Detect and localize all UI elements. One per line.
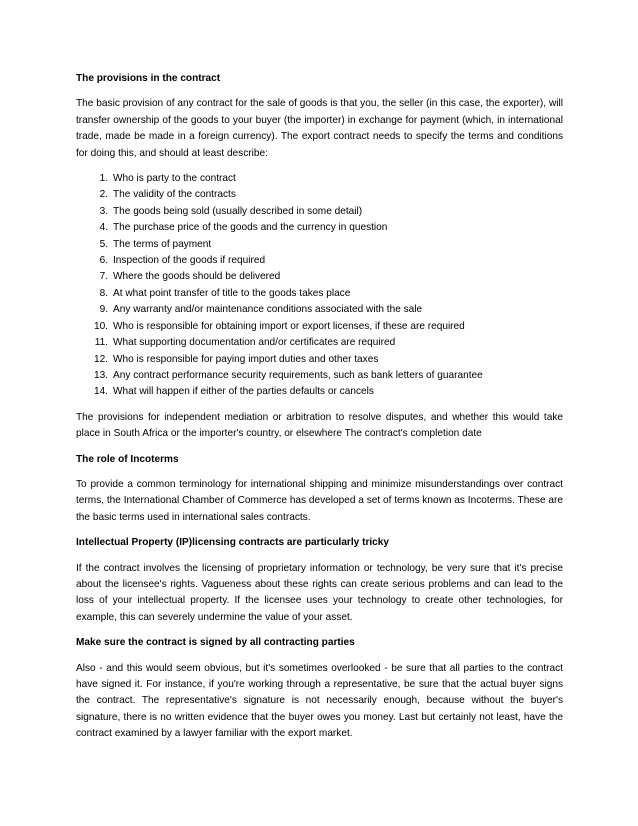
provisions-intro: The basic provision of any contract for the sale of goods is that you, the seller (in this case, the exporter), will transfer ownership of the goods to your buyer (the importer) in exchange for payment (which, in international trade, made be made in a foreign currency). The export contract needs to specify the terms and conditions for doing this, and should at least describe: <box>76 98 563 159</box>
list-item-text: Inspection of the goods if required <box>113 255 266 267</box>
ip-body: If the contract involves the licensing of proprietary information or technology, be very sure that it's precise about the licensee's rights. Vagueness about these rights can create serious problems and can lead to the loss of your intellectual property. If the licensee uses your technology to create other technologies, for example, this can severely undermine the value of your asset. <box>76 562 563 623</box>
ip-heading: Intellectual Property (IP)licensing contracts are particularly tricky <box>76 537 390 549</box>
list-item <box>76 237 563 253</box>
list-item-number: 7. <box>99 271 108 283</box>
list-item <box>76 187 563 203</box>
list-item-number: 1. <box>99 173 108 185</box>
list-item-number: 8. <box>99 287 108 299</box>
list-item-text: What will happen if either of the parties defaults or cancels <box>113 386 374 398</box>
list-item-text: Who is responsible for paying import duties and other taxes <box>113 353 379 365</box>
list-item-number: 10. <box>93 320 108 332</box>
list-item-text: Any warranty and/or maintenance conditions associated with the sale <box>113 304 423 316</box>
list-item <box>76 220 563 236</box>
list-item-text: Any contract performance security requirements, such as bank letters of guarantee <box>113 369 483 381</box>
list-item-text: The goods being sold (usually described in some detail) <box>113 205 363 217</box>
list-item-number: 11. <box>94 337 108 349</box>
signed-body: Also - and this would seem obvious, but it's sometimes overlooked - be sure that all parties to the contract have signed it. For instance, if you're working through a representative, be sure that the actual buyer signs the contract. The representative's signature is not necessarily enough, because without the buyer's signature, there is no written evidence that the buyer owes you money. Last but certainly not least, have the contract examined by a lawyer familiar with the export market. <box>76 662 563 740</box>
incoterms-body: To provide a common terminology for international shipping and minimize misunderstandings over contract terms, the International Chamber of Commerce has developed a set of terms known as Incoterms. These are the basic terms used in international sales contracts. <box>76 478 563 523</box>
list-item <box>76 352 563 368</box>
list-item-number: 3. <box>99 205 108 217</box>
list-item <box>76 302 563 318</box>
list-item-number: 12. <box>93 353 108 365</box>
list-item <box>76 368 563 384</box>
list-item-text: At what point transfer of title to the goods takes place <box>113 287 351 299</box>
list-item <box>76 335 563 351</box>
document-page <box>76 71 563 752</box>
list-item-number: 14. <box>93 386 108 398</box>
list-item <box>76 319 563 335</box>
list-item <box>76 269 563 285</box>
list-item <box>76 204 563 220</box>
list-item-number: 6. <box>99 255 108 267</box>
list-item <box>76 384 563 400</box>
signed-heading: Make sure the contract is signed by all contracting parties <box>76 637 355 649</box>
list-item-text: The purchase price of the goods and the currency in question <box>113 222 388 234</box>
list-item-text: Who is responsible for obtaining import or export licenses, if these are required <box>113 320 465 332</box>
list-item-number: 13. <box>93 369 108 381</box>
list-item-text: Where the goods should be delivered <box>113 271 281 283</box>
list-item <box>76 171 563 187</box>
list-item-text: Who is party to the contract <box>113 173 236 185</box>
list-item-number: 2. <box>99 189 108 201</box>
list-item-number: 9. <box>99 304 108 316</box>
list-item-number: 4. <box>99 222 108 234</box>
list-item <box>76 286 563 302</box>
list-item-text: What supporting documentation and/or certificates are required <box>113 337 396 349</box>
provisions-closing: The provisions for independent mediation or arbitration to resolve disputes, and whether this would take place in South Africa or the importer's country, or elsewhere The contract's completion date <box>76 411 563 440</box>
list-item-text: The terms of payment <box>113 238 212 250</box>
list-item-text: The validity of the contracts <box>113 189 236 201</box>
provisions-list <box>76 171 563 401</box>
provisions-heading: The provisions in the contract <box>76 73 221 84</box>
list-item-number: 5. <box>99 238 108 250</box>
incoterms-heading: The role of Incoterms <box>76 453 179 465</box>
list-item <box>76 253 563 269</box>
